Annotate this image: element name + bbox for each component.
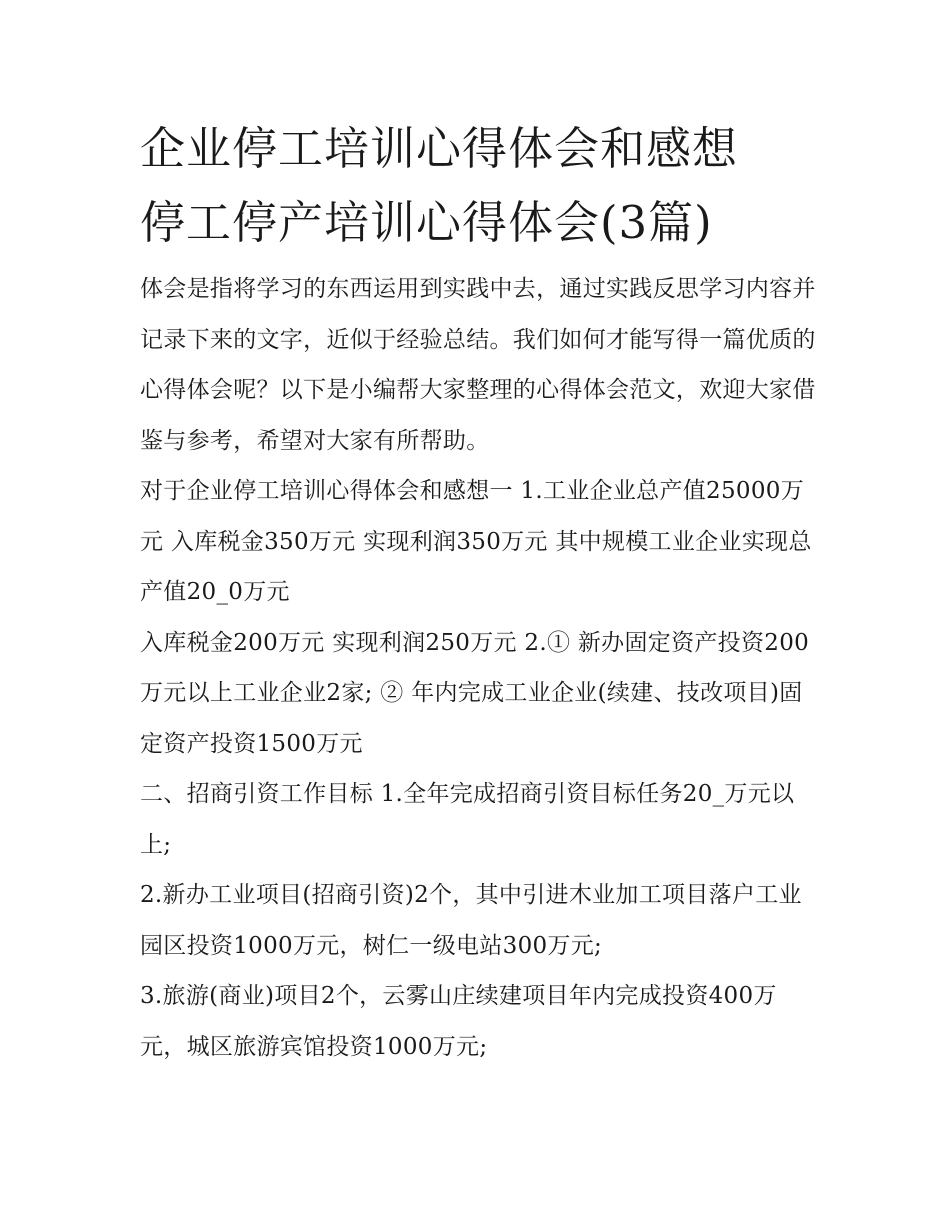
title-line-1: 企业停工培训心得体会和感想 — [140, 122, 739, 175]
body-paragraph: 3.旅游(商业)项目2个，云雾山庄续建项目年内完成投资400万元，城区旅游宾馆投资1000万元; — [140, 983, 777, 1060]
document-title — [140, 112, 820, 260]
title-line-2: 停工停产培训心得体会(3篇) — [140, 196, 713, 249]
body-paragraph: 2.新办工业项目(招商引资)2个，其中引进木业加工项目落户工业园区投资1000万元，树仁一级电站300万元; — [140, 882, 802, 959]
body-paragraph: 对于企业停工培训心得体会和感想一 1.工业企业总产值25000万元 入库税金350万元 实现利润350万元 其中规模工业企业实现总产值20_0万元 — [140, 478, 812, 605]
document-page — [140, 112, 820, 1072]
body-paragraph: 二、招商引资工作目标 1.全年完成招商引资目标任务20_万元以上; — [140, 781, 795, 858]
intro-paragraph: 体会是指将学习的东西运用到实践中去，通过实践反思学习内容并记录下来的文字，近似于经验总结。我们如何才能写得一篇优质的心得体会呢？以下是小编帮大家整理的心得体会范文，欢迎大家借鉴与参考，希望对大家有所帮助。 — [140, 276, 816, 454]
body-paragraph: 入库税金200万元 实现利润250万元 2.① 新办固定资产投资200万元以上工业企业2家; ② 年内完成工业企业(续建、技改项目)固定资产投资1500万元 — [140, 629, 810, 757]
